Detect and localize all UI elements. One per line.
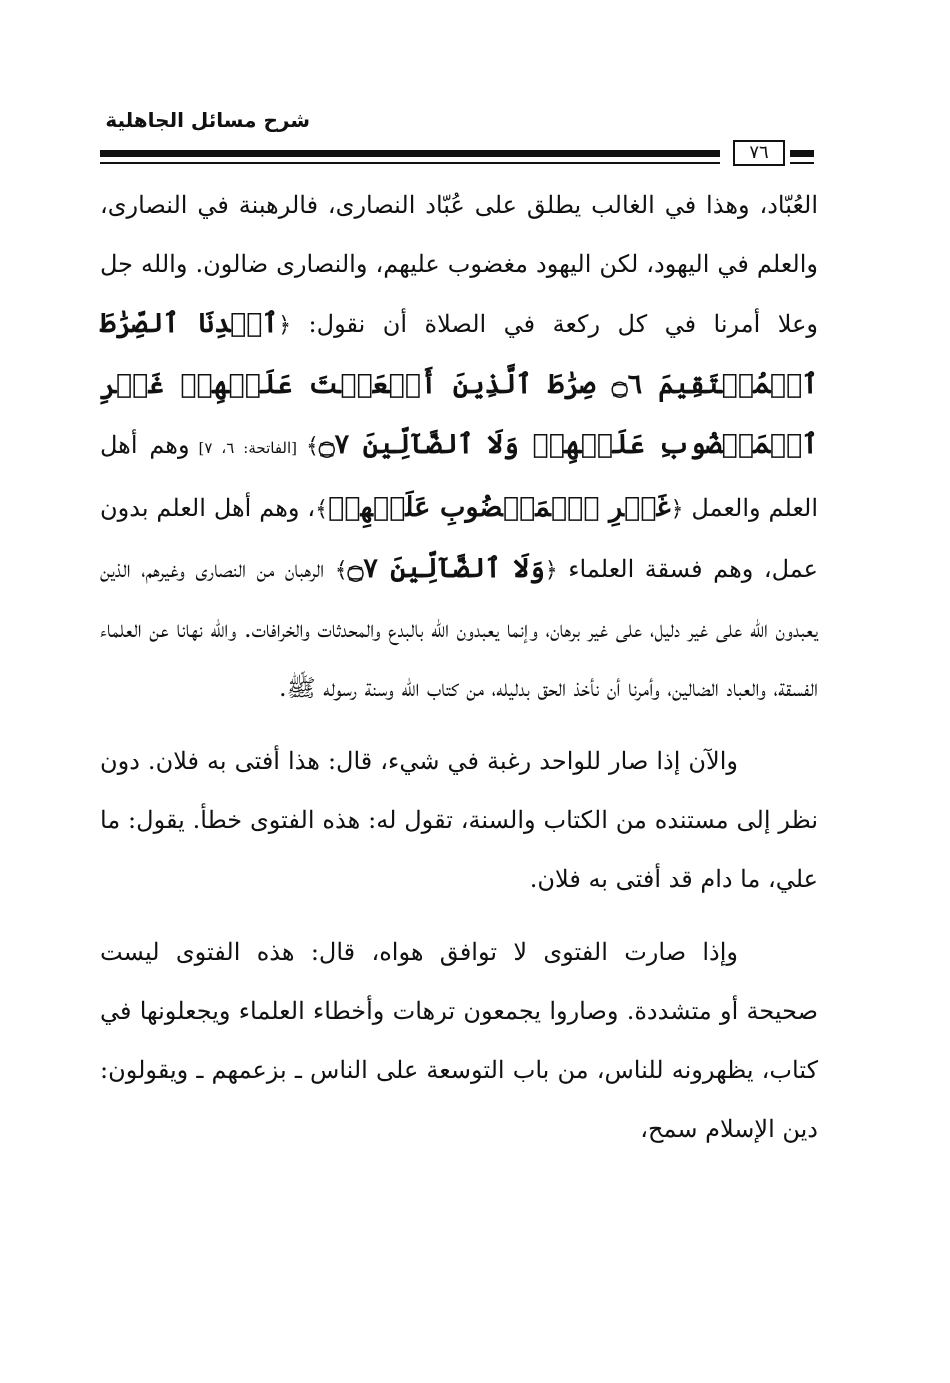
- body-text-run: وهم أهل العلم والعمل: [100, 431, 818, 522]
- quran-verse: وَلَا ٱلضَّآلِّينَ ۝٧: [347, 553, 545, 584]
- quran-verse: ٱهۡدِنَا ٱلصِّرَٰطَ ٱلۡمُسۡتَقِيمَ ۝٦ صِرَٰطَ ٱلَّذِينَ أَنۡعَمۡتَ عَلَيۡهِمۡ غَيۡرِ ٱلۡمَغۡضُوبِ عَلَيۡهِمۡ وَلَا ٱلضَّآلِّينَ ۝٧: [100, 308, 818, 460]
- verse-reference: [الفاتحة: ٦، ٧]: [189, 439, 306, 457]
- quran-bracket-close: ﴾: [315, 497, 329, 522]
- quran-verse: غَيۡرِ ٱلۡمَغۡضُوبِ عَلَيۡهِمۡ: [328, 492, 671, 523]
- header-rule-thin: [100, 162, 720, 164]
- header-rule-thick: [100, 150, 720, 157]
- body-text-run: وإذا صارت الفتوى لا توافق هواه، قال: هذه الفتوى ليست صحيحة أو متشددة. وصاروا يجمعون ترهات وأخطاء العلماء ويجعلونها في كتاب، يظهرونه للناس، من باب التوسعة على الناس ـ بزعمهم ـ ويقولون: دين الإسلام سمح،: [100, 938, 818, 1143]
- body-text: [100, 176, 818, 1159]
- body-text-run: العُبّاد، وهذا في الغالب يطلق على عُبّاد النصارى، فالرهبنة في النصارى، والعلم في اليهود، لكن اليهود مغضوب عليهم، والنصارى ضالون. والله جل وعلا أمرنا في كل ركعة في الصلاة أن نقول:: [100, 191, 819, 338]
- quran-bracket-close: ﴾: [305, 434, 319, 459]
- body-text-run: ، وهم أهل العلم بدون عمل، وهم فسقة العلماء: [100, 494, 819, 583]
- quran-bracket-close: ﴾: [334, 558, 348, 583]
- paragraph-2: [100, 732, 818, 909]
- paragraph-3: [100, 923, 818, 1159]
- body-text-run: والآن إذا صار للواحد رغبة في شيء، قال: هذا أفتى به فلان. دون نظر إلى مستنده من الكتاب والسنة، تقول له: هذه الفتوى خطأ. يقول: ما علي، ما دام قد أفتى به فلان.: [100, 747, 818, 893]
- page-number: ٧٦: [733, 140, 785, 166]
- quran-bracket-open: ﴿: [670, 497, 684, 522]
- quran-bracket-open: ﴿: [544, 558, 558, 583]
- quran-bracket-open: ﴿: [278, 313, 292, 338]
- header-ornament-thick: [790, 150, 814, 157]
- body-text-run: الرهبان من النصارى وغيرهم، الذين يعبدون الله على غير دليل، على غير برهان، وإنما يعبدون الله بالبدع والمحدثات والخرافات. والله نهانا عن العلماء الفسقة، والعباد الضالين، وأمرنا أن نأخذ الحق بدليله، من كتاب الله وسنة رسوله ﷺ.: [99, 555, 818, 702]
- paragraph-1: [100, 176, 818, 718]
- running-header-title: شرح مسائل الجاهلية: [105, 108, 310, 132]
- header-ornament-thin: [790, 162, 814, 164]
